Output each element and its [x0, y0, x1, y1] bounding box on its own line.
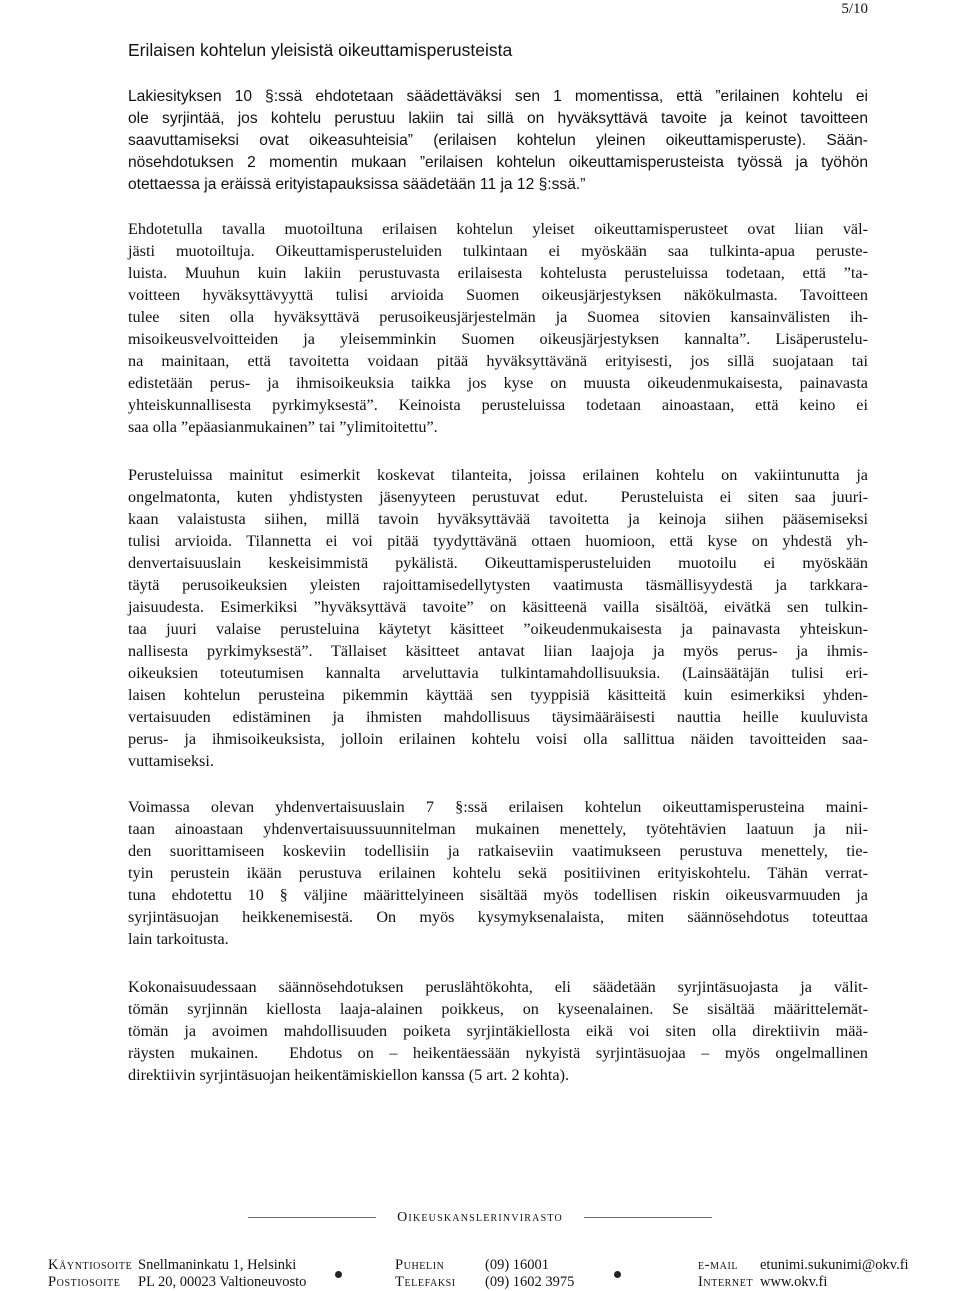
- text-line: luista. Muuhun kuin lakiin perustuvasta erilaisesta kohtelusta perusteluissa todetaan, että ”ta-: [128, 264, 868, 282]
- text-line: tyin perustein ikään perustuva erilainen kohtelu sekä positiivinen erityiskohtelu. Tähän verrat-: [128, 864, 868, 882]
- text-line: Perusteluissa mainitut esimerkit koskevat tilanteita, joissa erilainen kohtelu on vakiintunutta ja: [128, 466, 868, 484]
- text-line: oikeuksien toteutumisen kannalta arveluttavia tulkintamahdollisuuksia. (Lainsäätäjän tulisi eri-: [128, 664, 868, 682]
- paragraph-5: [128, 976, 868, 1086]
- visiting-address-label: Käyntiosoite: [48, 1257, 133, 1273]
- text-line: nösehdotuksen 2 momentin mukaan ”erilaisen kohtelun oikeuttamisperusteista työssä ja työhön: [128, 154, 868, 171]
- text-line: otettaessa ja eräissä erityistapauksissa säädetään 11 ja 12 §:ssä.”: [128, 176, 586, 193]
- text-line: Kokonaisuudessaan säännösehdotuksen peruslähtökohta, eli säädetään syrjintäsuojasta ja välit-: [128, 978, 868, 996]
- text-line: saavuttamiseksi ovat oikeasuhteisia” (erilaisen kohtelun yleinen oikeuttamisperuste). Sään-: [128, 132, 868, 149]
- phone-label: Puhelin: [395, 1257, 445, 1273]
- text-line: edistetään perus- ja ihmisoikeuksia taikka jos kyse on muusta oikeudenmukaisesta, painavasta: [128, 374, 868, 392]
- text-line: perus- ja ihmisoikeuksista, jolloin erilainen kohtelu voisi olla sallittua näiden tavoitteiden saa-: [128, 730, 868, 748]
- text-line: yhteiskunnallisesta pyrkimyksestä”. Keinoista perusteluissa todetaan ainoastaan, että keino ei: [128, 396, 868, 414]
- email-label: e-mail: [698, 1257, 739, 1273]
- text-line: syrjintäsuojan heikkenemisestä. On myös kysymyksenalaista, miten säännösehdotus toteuttaa: [128, 908, 868, 926]
- paragraph-2: [128, 218, 868, 438]
- text-line: räysten mukainen. Ehdotus on – heikentäessään nykyistä syrjintäsuojaa – myös ongelmallinen: [128, 1044, 868, 1062]
- text-line: laisen kohtelun perusteina pikemmin käyttää sen tyyppisiä käsitteitä kuin esimerkiksi yhden-: [128, 686, 868, 704]
- website-link[interactable]: www.okv.fi: [760, 1274, 828, 1290]
- text-line: na mainitaan, että tavoitetta voidaan pitää hyväksyttävänä erityisesti, jos sillä suojataan tai: [128, 352, 868, 370]
- text-line: vertaisuuden edistäminen ja ihmisten mahdollisuus täysimääräisesti nauttia heille kuuluvista: [128, 708, 868, 726]
- internet-label: Internet: [698, 1274, 754, 1290]
- text-line: direktiivin syrjintäsuojan heikentämiskiellon kanssa (5 art. 2 kohta).: [128, 1066, 570, 1084]
- text-line: täytä perusoikeuksien yleisten rajoittamisedellytysten vaatimusta täsmällisyydestä ja tarkkara-: [128, 576, 868, 594]
- text-line: Voimassa olevan yhdenvertaisuuslain 7 §:ssä erilaisen kohtelun oikeuttamisperusteina maini-: [128, 798, 868, 816]
- text-line: tulee siten olla hyväksyttävä perusoikeusjärjestelmän ja Suomea sitovien kansainvälisten ih-: [128, 308, 868, 326]
- text-line: ongelmatonta, kuten yhdistysten jäsenyyteen perustuvat edut. Perusteluista ei siten saa juuri-: [128, 488, 868, 506]
- phone-number: (09) 16001: [485, 1257, 550, 1273]
- text-line: denvertaisuuslain keskeisimmistä pykälistä. Oikeuttamisperusteluiden muotoilu ei myöskään: [128, 554, 868, 572]
- footer-bullet-2: [614, 1271, 621, 1278]
- postal-address: PL 20, 00023 Valtioneuvosto: [138, 1274, 307, 1290]
- text-line: tömän ja avoimen mahdollisuuden poiketa syrjintäkiellosta eikä voi siten olla direktiivin mää-: [128, 1022, 868, 1040]
- text-line: tulisi arvioida. Tilannetta ei voi pitää tyydyttävänä ottaen huomioon, että kyse on yhdestä yh-: [128, 532, 868, 550]
- paragraph-4: [128, 796, 868, 950]
- email-link[interactable]: etunimi.sukunimi@okv.fi: [760, 1257, 909, 1273]
- text-line: misoikeusvelvoitteiden ja yleisemminkin Suomen oikeusjärjestyksen kannalta”. Lisäperustelu-: [128, 330, 868, 348]
- text-line: taan ainoastaan yhdenvertaisuussuunnitelman mukainen menettely, työtehtävien laatuun ja nii-: [128, 820, 868, 838]
- text-line: nallisesta pyrkimyksestä”. Tällaiset käsitteet antavat liian laajoja ja myös perus- ja ihmis-: [128, 642, 868, 660]
- text-line: jaisuudesta. Esimerkiksi ”hyväksyttävä tavoite” on käsitteenä vailla sisältöä, eivätkä sen tulkin-: [128, 598, 868, 616]
- text-line: den suorittamiseen koskeviin todellisiin ja ratkaiseviin vaatimukseen perustuva menettely, tie-: [128, 842, 868, 860]
- text-line: ole syrjintää, jos kohtelu perustuu lakiin tai sillä on hyväksyttävä tavoite ja keinot tavoitteen: [128, 110, 868, 127]
- text-line: kaan valaistusta siihen, millä tavoin hyväksyttävää tavoitetta ja keinoja siihen pääsemiseksi: [128, 510, 868, 528]
- page-number: 5/10: [841, 1, 868, 17]
- footer-rule-left: [248, 1217, 376, 1218]
- footer-row-2: [48, 1273, 908, 1291]
- footer-organization-name: Oikeuskanslerinvirasto: [397, 1210, 563, 1225]
- text-line: lain tarkoitusta.: [128, 930, 229, 948]
- text-line: Lakiesityksen 10 §:ssä ehdotetaan säädettäväksi sen 1 momentissa, että ”erilainen kohtelu ei: [128, 88, 868, 105]
- visiting-address: Snellmaninkatu 1, Helsinki: [138, 1257, 297, 1273]
- fax-label: Telefaksi: [395, 1274, 456, 1290]
- text-line: jästi muotoiltuja. Oikeuttamisperusteluiden tulkintaan ei myöskään saa tulkinta-apua peruste-: [128, 242, 868, 260]
- text-line: Ehdotetulla tavalla muotoiltuna erilaisen kohtelun yleiset oikeuttamisperusteet ovat liian väl-: [128, 220, 868, 238]
- section-heading: Erilaisen kohtelun yleisistä oikeuttamisperusteista: [128, 40, 513, 60]
- paragraph-3: [128, 464, 868, 772]
- fax-number: (09) 1602 3975: [485, 1274, 575, 1290]
- text-line: tömän syrjinnän kiellosta laaja-alainen poikkeus, on kyseenalainen. Se sisältää määrittelemät-: [128, 1000, 868, 1018]
- text-line: saa olla ”epäasianmukainen” tai ”ylimitoitettu”.: [128, 418, 438, 436]
- text-line: taa juuri valaise perusteluina käytetyt käsitteet ”oikeudenmukaisesta ja painavasta yhteiskun-: [128, 620, 868, 638]
- text-line: vuttamiseksi.: [128, 752, 214, 770]
- footer-row-1: [48, 1256, 908, 1274]
- text-line: tuna ehdotettu 10 § väljine määrittelyineen sisältää myös todellisen riskin oikeusvarmuuden ja: [128, 886, 868, 904]
- paragraph-1: [128, 86, 868, 196]
- text-line: voitteen hyväksyttävyyttä tulisi arvioida Suomen oikeusjärjestyksen näkökulmasta. Tavoitteen: [128, 286, 868, 304]
- footer-bullet-1: [335, 1271, 342, 1278]
- footer-rule-right: [584, 1217, 712, 1218]
- postal-address-label: Postiosoite: [48, 1274, 121, 1290]
